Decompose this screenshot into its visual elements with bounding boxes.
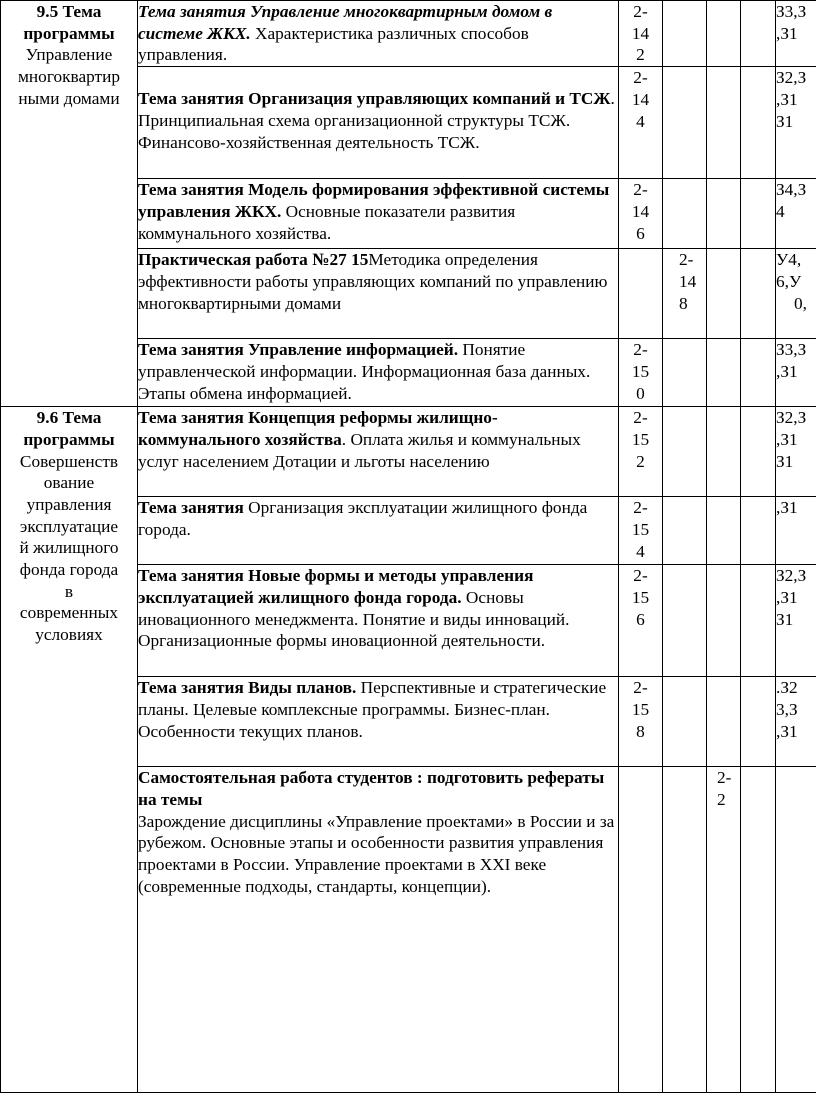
lesson-content — [138, 179, 619, 249]
table-row — [1, 407, 816, 497]
hours-cell — [619, 767, 663, 1093]
lesson-text: Основы иновационного менеджмента. Понятие и виды инноваций. Организационные формы иновационной деятельности. — [138, 587, 570, 651]
topic-title-line: эксплуатацие — [19, 516, 119, 536]
lesson-text: Понятие управленческой информации. Информационная база данных. Этапы обмена информацией. — [138, 340, 591, 403]
competence-code: З3,З ,З1 — [776, 1, 816, 67]
topic-title-line: ными домами — [18, 88, 120, 108]
empty-cell — [741, 249, 776, 339]
independent-work-text: Зарождение дисциплины «Управление проектами» в России и за рубежом. Основные этапы и особенности развития управления проектами в России. Управление проектами в XXI веке (современные подходы, стандарты, концепции). — [138, 811, 615, 896]
competence-code: З3,З ,З1 — [776, 339, 816, 407]
topic-title-line: в — [64, 581, 74, 601]
independent-work-content — [138, 767, 619, 1093]
topic-number: 9.6 Тема — [36, 408, 102, 428]
topic-cell — [1, 407, 138, 1093]
hours-cell: 2- 14 2 — [619, 1, 663, 67]
hours-cell: 2- 15 8 — [619, 677, 663, 767]
hours-cell: 2- 15 4 — [619, 497, 663, 565]
independent-cell — [707, 407, 741, 497]
hours-cell: 2- 14 4 — [619, 67, 663, 179]
lesson-content — [138, 677, 619, 767]
practical-cell — [663, 677, 707, 767]
competence-code: З4,З 4 — [776, 179, 816, 249]
lesson-content — [138, 565, 619, 677]
hours-cell: 2- 15 0 — [619, 339, 663, 407]
independent-cell — [707, 67, 741, 179]
lesson-title: Тема занятия Управление информацией. — [138, 340, 459, 360]
lesson-content — [138, 249, 619, 339]
lesson-title: Тема занятия — [138, 498, 244, 518]
competence-code: ,З1 — [776, 497, 816, 565]
practical-cell — [663, 565, 707, 677]
lesson-title: Тема занятия Новые формы и методы управления эксплуатацией жилищного фонда города. — [138, 566, 534, 607]
practical-cell — [663, 67, 707, 179]
competence-code: З2,З ,З1 З1 — [776, 407, 816, 497]
empty-cell — [741, 407, 776, 497]
competence-code: З2,З ,З1 З1 — [776, 67, 816, 179]
lesson-title: Тема занятия Управление многоквартирным домом в системе ЖКХ. — [138, 2, 553, 43]
empty-cell — [741, 677, 776, 767]
independent-cell — [707, 497, 741, 565]
topic-title-line: Управление — [25, 45, 113, 65]
topic-title-line: Совершенств — [19, 451, 119, 471]
empty-cell — [741, 497, 776, 565]
lesson-title: Тема занятия Виды планов. — [138, 678, 357, 698]
independent-cell — [707, 1, 741, 67]
practical-cell — [663, 407, 707, 497]
lesson-text: Характеристика различных способов управления. — [138, 23, 529, 65]
independent-work-heading: Самостоятельная работа студентов : подготовить рефераты на темы — [138, 768, 605, 809]
topic-title-line: современных — [19, 603, 119, 623]
empty-cell — [741, 67, 776, 179]
practical-text: Методика определения эффективности работы управляющих компаний по управлению многоквартирными домами — [138, 250, 608, 313]
hours-cell — [619, 249, 663, 339]
practical-cell — [663, 179, 707, 249]
competence-code: У4, 6,У 0, — [776, 249, 816, 339]
practical-cell — [663, 497, 707, 565]
lesson-text: . Принципиальная схема организационной структуры ТСЖ. Финансово-хозяйственная деятельность ТСЖ. — [138, 89, 615, 152]
practical-cell — [663, 1, 707, 67]
lesson-content — [138, 67, 619, 179]
topic-title-line: условиях — [35, 625, 103, 645]
independent-cell — [707, 565, 741, 677]
independent-cell — [707, 677, 741, 767]
lesson-text: Организация эксплуатации жилищного фонда города. — [138, 498, 588, 539]
competence-code: .З2 3,З ,З1 — [776, 677, 816, 767]
practical-cell — [663, 339, 707, 407]
empty-cell — [741, 339, 776, 407]
lesson-text: Основные показатели развития коммунального хозяйства. — [138, 201, 516, 243]
hours-cell: 2- 14 6 — [619, 179, 663, 249]
topic-title-line: фонда города — [19, 560, 119, 580]
empty-cell — [741, 1, 776, 67]
topic-title-line: ование — [43, 473, 95, 493]
topic-word: программы — [23, 429, 115, 449]
practical-title: Практическая работа №27 15 — [138, 250, 369, 270]
lesson-text: . Оплата жилья и коммунальных услуг населением Дотации и льготы населению — [138, 429, 581, 471]
topic-title-line: управления — [26, 494, 112, 514]
practical-cell — [663, 767, 707, 1093]
competence-code — [776, 767, 816, 1093]
independent-cell — [707, 249, 741, 339]
independent-cell — [707, 339, 741, 407]
independent-cell — [707, 179, 741, 249]
hours-cell: 2- 15 2 — [619, 407, 663, 497]
lesson-content — [138, 497, 619, 565]
topic-title-line: многоквартир — [18, 67, 120, 87]
independent-cell: 2-2 — [707, 767, 741, 1093]
lesson-title: Тема занятия Организация управляющих компаний и ТСЖ — [138, 89, 611, 109]
empty-cell — [741, 767, 776, 1093]
empty-cell — [741, 565, 776, 677]
empty-cell — [741, 179, 776, 249]
lesson-title: Тема занятия Концепция реформы жилищно-коммунального хозяйства — [138, 408, 498, 449]
lesson-title: Тема занятия Модель формирования эффективной системы управления ЖКХ. — [138, 180, 610, 221]
lesson-content — [138, 339, 619, 407]
practical-cell: 2-148 — [663, 249, 707, 339]
topic-number: 9.5 Тема — [36, 2, 102, 21]
lesson-content — [138, 1, 619, 67]
lesson-content — [138, 407, 619, 497]
topic-title-line: й жилищного — [19, 538, 119, 558]
topic-cell — [1, 1, 138, 407]
topic-word: программы — [23, 23, 115, 43]
competence-code: З2,З ,З1 З1 — [776, 565, 816, 677]
table-row — [1, 1, 816, 67]
lesson-text: Перспективные и стратегические планы. Целевые комплексные программы. Бизнес-план. Особенности текущих планов. — [138, 678, 607, 741]
hours-cell: 2- 15 6 — [619, 565, 663, 677]
